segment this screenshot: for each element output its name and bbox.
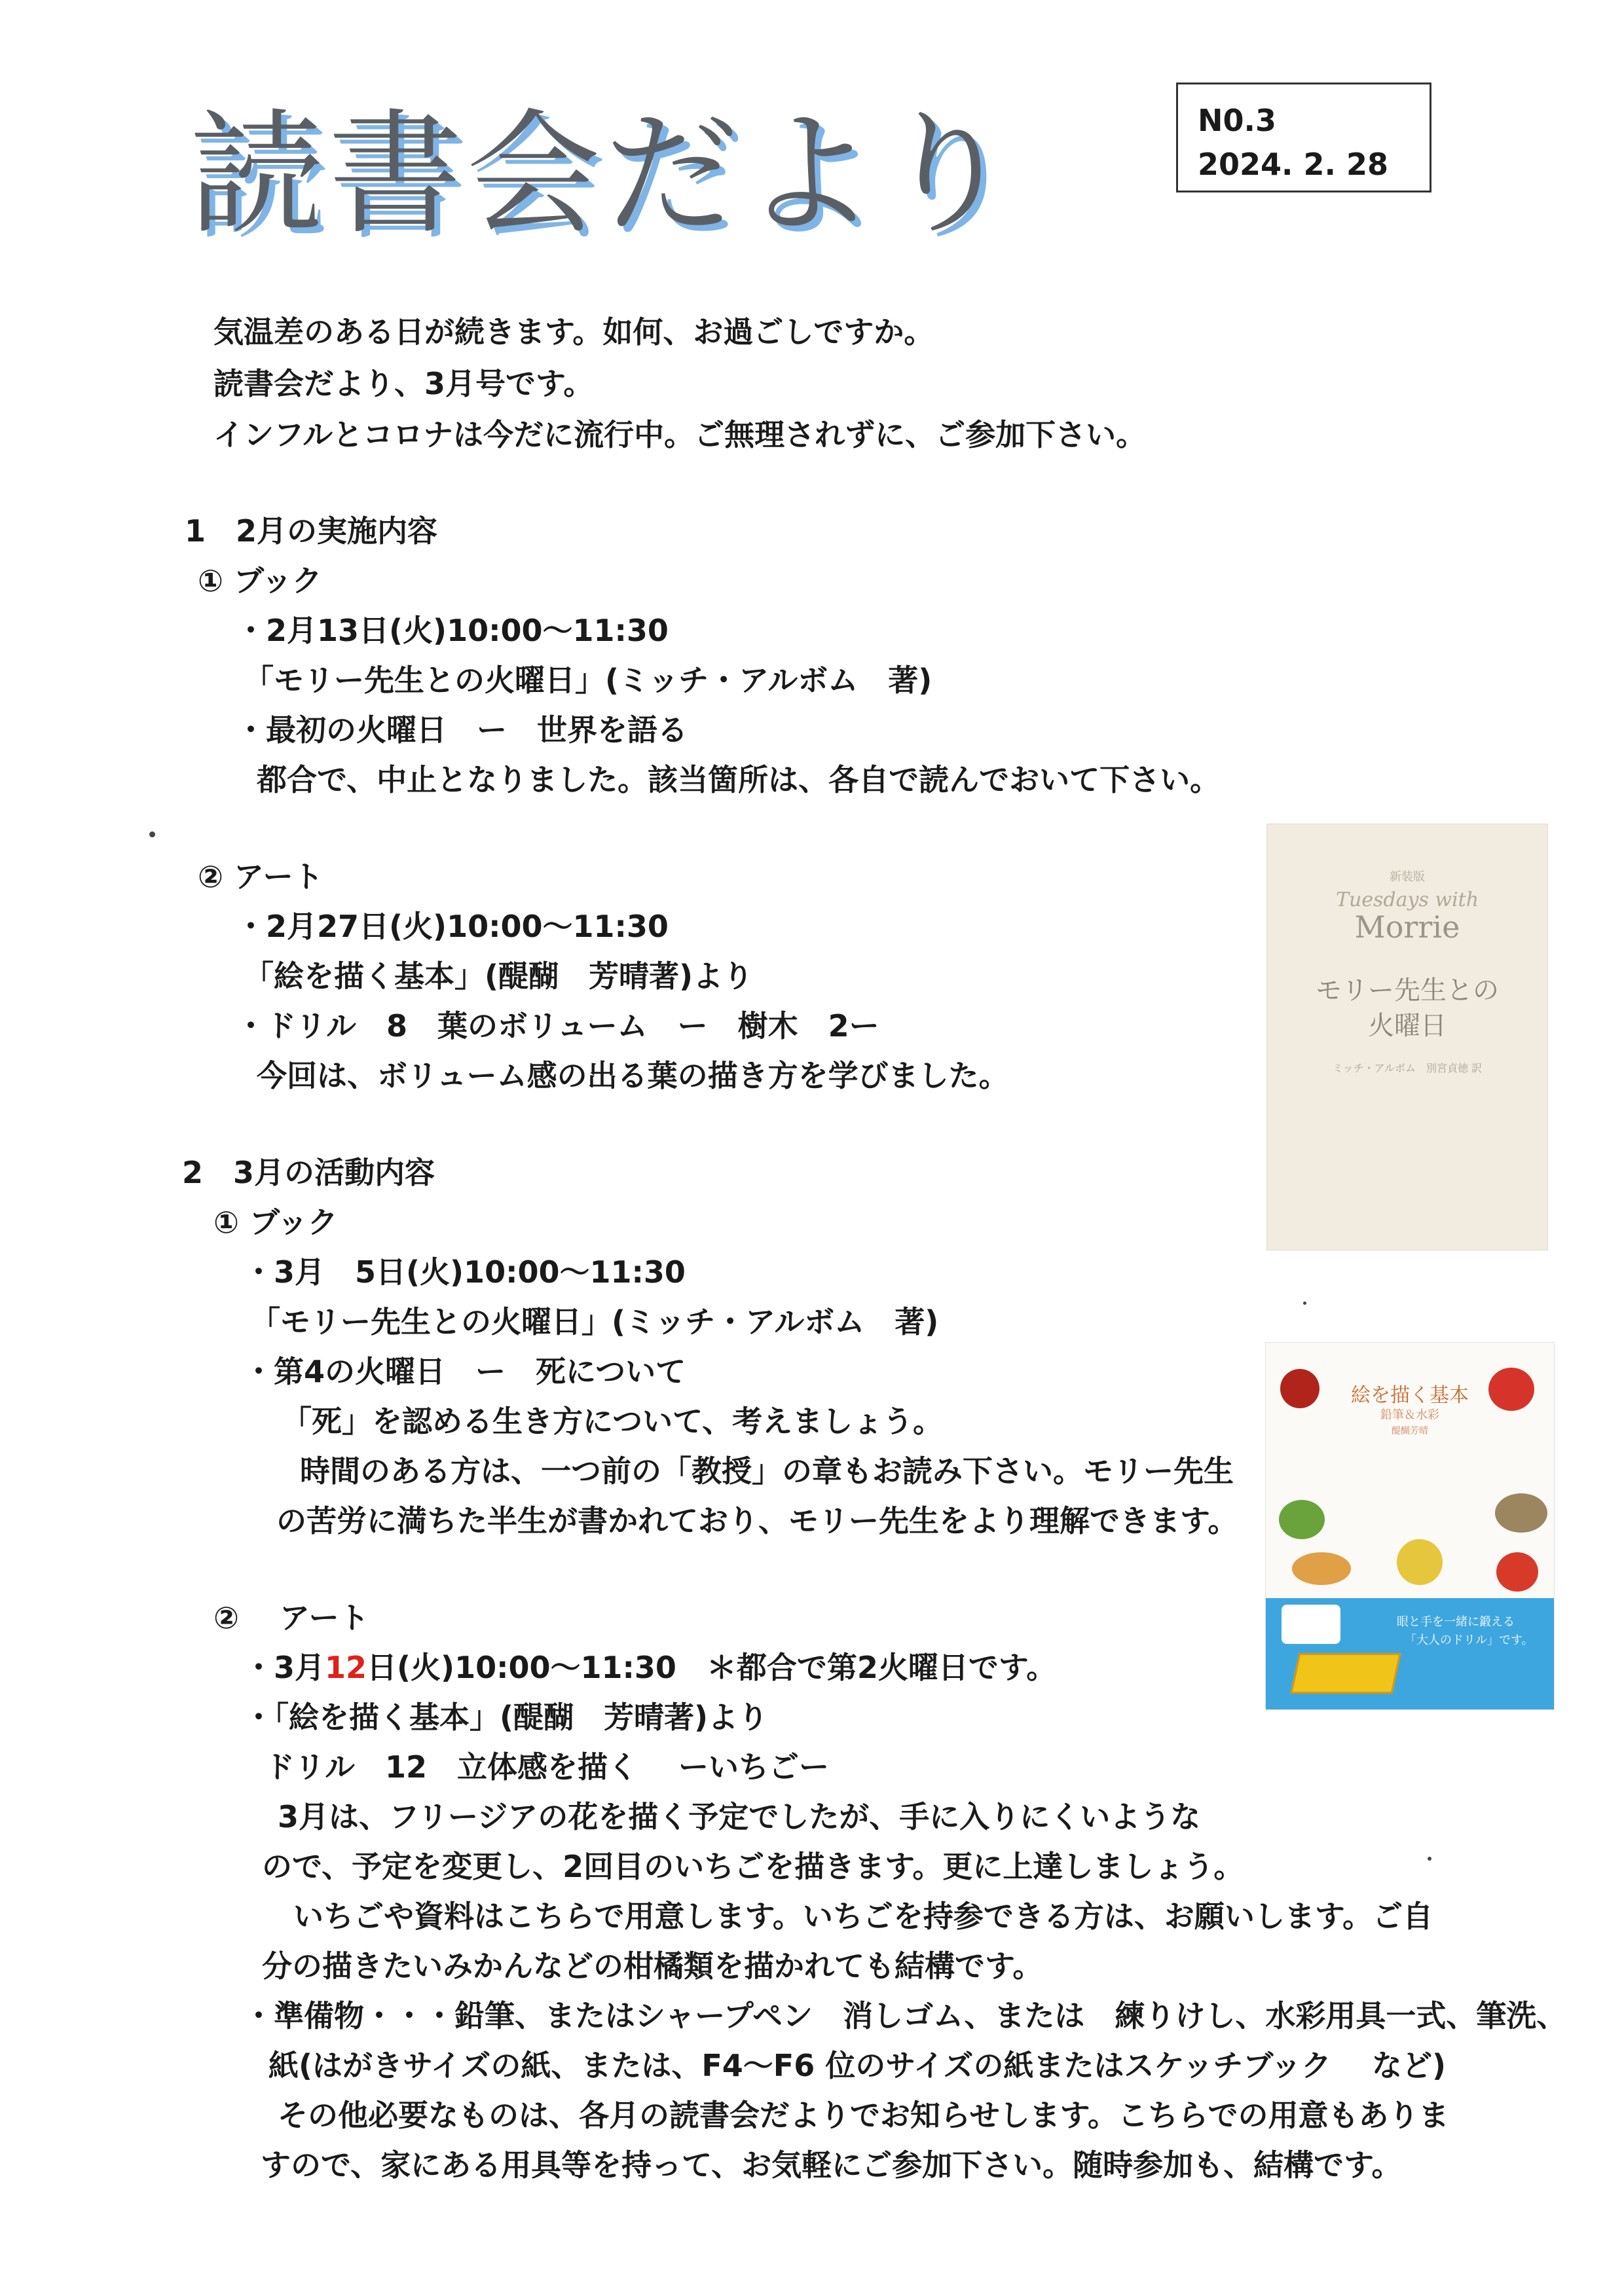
subsection-heading: ② アート bbox=[198, 859, 323, 894]
event-note: 今回は、ボリューム感の出る葉の描き方を学びました。 bbox=[257, 1058, 1009, 1093]
highlighted-day: 12 bbox=[325, 1650, 367, 1685]
supplies-line: 紙(はがきサイズの紙、または、F4～F6 位のサイズの紙またはスケッチブック など) bbox=[268, 2048, 1447, 2083]
cover-author: ミッチ・アルボム 別宮貞徳 訳 bbox=[1332, 1062, 1483, 1074]
subsection-heading: ② アート bbox=[213, 1600, 369, 1635]
cover-title-en: Tuesdays with bbox=[1335, 888, 1479, 911]
cover-label: 新装版 bbox=[1390, 870, 1425, 884]
cover2-author: 醍醐芳晴 bbox=[1392, 1426, 1428, 1436]
stray-dot bbox=[1428, 1857, 1431, 1861]
issue-number: N0.3 bbox=[1198, 103, 1276, 138]
issue-box bbox=[1176, 82, 1431, 192]
date-suffix: 日(火)10:00～11:30 ＊都合で第2火曜日です。 bbox=[367, 1650, 1057, 1685]
cat-illustration bbox=[1495, 1493, 1547, 1533]
event-note: 時間のある方は、一つ前の「教授」の章もお読み下さい。モリー先生 bbox=[300, 1453, 1234, 1489]
section-heading: 2 3月の活動内容 bbox=[182, 1155, 435, 1190]
section-heading: 1 2月の実施内容 bbox=[185, 513, 438, 549]
newsletter-title: 読書会だより bbox=[190, 97, 1019, 253]
flowers-illustration bbox=[1397, 1539, 1443, 1585]
bread-illustration bbox=[1292, 1552, 1351, 1585]
supplies-line: ・準備物・・・鉛筆、またはシャープペン 消しゴム、または 練りけし、水彩用具一式、筆洗、 bbox=[244, 1998, 1567, 2033]
event-date: ・2月27日(火)10:00～11:30 bbox=[236, 909, 669, 944]
event-note: の苦労に満ちた半生が書かれており、モリー先生をより理解できます。 bbox=[276, 1503, 1238, 1539]
event-note: 都合で、中止となりました。該当箇所は、各自で読んでおいて下さい。 bbox=[257, 762, 1221, 797]
cover-title-jp-2: 火曜日 bbox=[1368, 1011, 1447, 1041]
event-note: いちごや資料はこちらで用意します。いちごを持参できる方は、お願いします。ご自 bbox=[293, 1899, 1433, 1934]
book-cover-drawing-basics bbox=[1265, 1342, 1555, 1710]
event-note: 3月は、フリージアの花を描く予定でしたが、手に入りにくいような bbox=[278, 1799, 1201, 1834]
drill-book-illustration bbox=[1290, 1653, 1401, 1694]
event-topic: ・最初の火曜日 ー 世界を語る bbox=[236, 712, 688, 748]
event-note: ので、予定を変更し、2回目のいちごを描きます。更に上達しましょう。 bbox=[262, 1849, 1244, 1884]
book-cover-morrie bbox=[1266, 824, 1548, 1250]
event-note: 「死」を認める生き方について、考えましょう。 bbox=[282, 1404, 944, 1439]
event-note: その他必要なものは、各月の読書会だよりでお知らせします。こちらでの用意もありま bbox=[278, 2098, 1449, 2133]
date-prefix: ・3月 bbox=[244, 1650, 325, 1685]
subsection-heading: ① ブック bbox=[198, 563, 322, 598]
leaf-illustration bbox=[1279, 1500, 1325, 1539]
cover2-band-text-2: 「大人のドリル」です。 bbox=[1405, 1633, 1534, 1647]
intro-line: インフルとコロナは今だに流行中。ご無理されずに、ご参加下さい。 bbox=[213, 417, 1147, 452]
cover-title-en-name: Morrie bbox=[1354, 909, 1460, 945]
book-title: 「絵を描く基本」(醍醐 芳晴著)より bbox=[244, 958, 754, 994]
event-date: ・2月13日(火)10:00～11:30 bbox=[236, 613, 669, 648]
stray-dot bbox=[149, 831, 155, 837]
cover2-title: 絵を描く基本 bbox=[1351, 1384, 1469, 1407]
cover2-band-text: 眼と手を一緒に鍛える bbox=[1397, 1615, 1515, 1629]
event-note: 分の描きたいみかんなどの柑橘類を描かれても結構です。 bbox=[262, 1948, 1043, 1984]
subsection-heading: ① ブック bbox=[213, 1205, 338, 1240]
event-topic: ・第4の火曜日 ー 死について bbox=[244, 1354, 686, 1389]
intro-line: 読書会だより、3月号です。 bbox=[213, 366, 594, 401]
book-title: 「モリー先生との火曜日」(ミッチ・アルボム 著) bbox=[250, 1304, 939, 1339]
event-topic: ・ドリル 8 葉のボリューム ー 樹木 2ー bbox=[236, 1008, 879, 1044]
cover2-subtitle: 鉛筆＆水彩 bbox=[1380, 1408, 1439, 1422]
event-date bbox=[244, 1652, 1056, 1683]
stray-dot bbox=[1303, 1302, 1306, 1305]
intro-line: 気温差のある日が続きます。如何、お過ごしですか。 bbox=[213, 314, 934, 350]
event-date: ・3月 5日(火)10:00～11:30 bbox=[244, 1254, 686, 1290]
event-note: すので、家にある用具等を持って、お気軽にご参加下さい。随時参加も、結構です。 bbox=[261, 2147, 1402, 2183]
memo-sticker bbox=[1282, 1605, 1340, 1644]
issue-date: 2024. 2. 28 bbox=[1198, 146, 1389, 182]
book-title: ・「絵を描く基本」(醍醐 芳晴著)より bbox=[244, 1700, 769, 1735]
book-title: 「モリー先生との火曜日」(ミッチ・アルボム 著) bbox=[244, 663, 932, 698]
apple-illustration bbox=[1496, 1552, 1538, 1592]
cover-title-jp: モリー先生との bbox=[1316, 975, 1499, 1006]
event-topic: ドリル 12 立体感を描く ーいちごー bbox=[265, 1749, 830, 1785]
